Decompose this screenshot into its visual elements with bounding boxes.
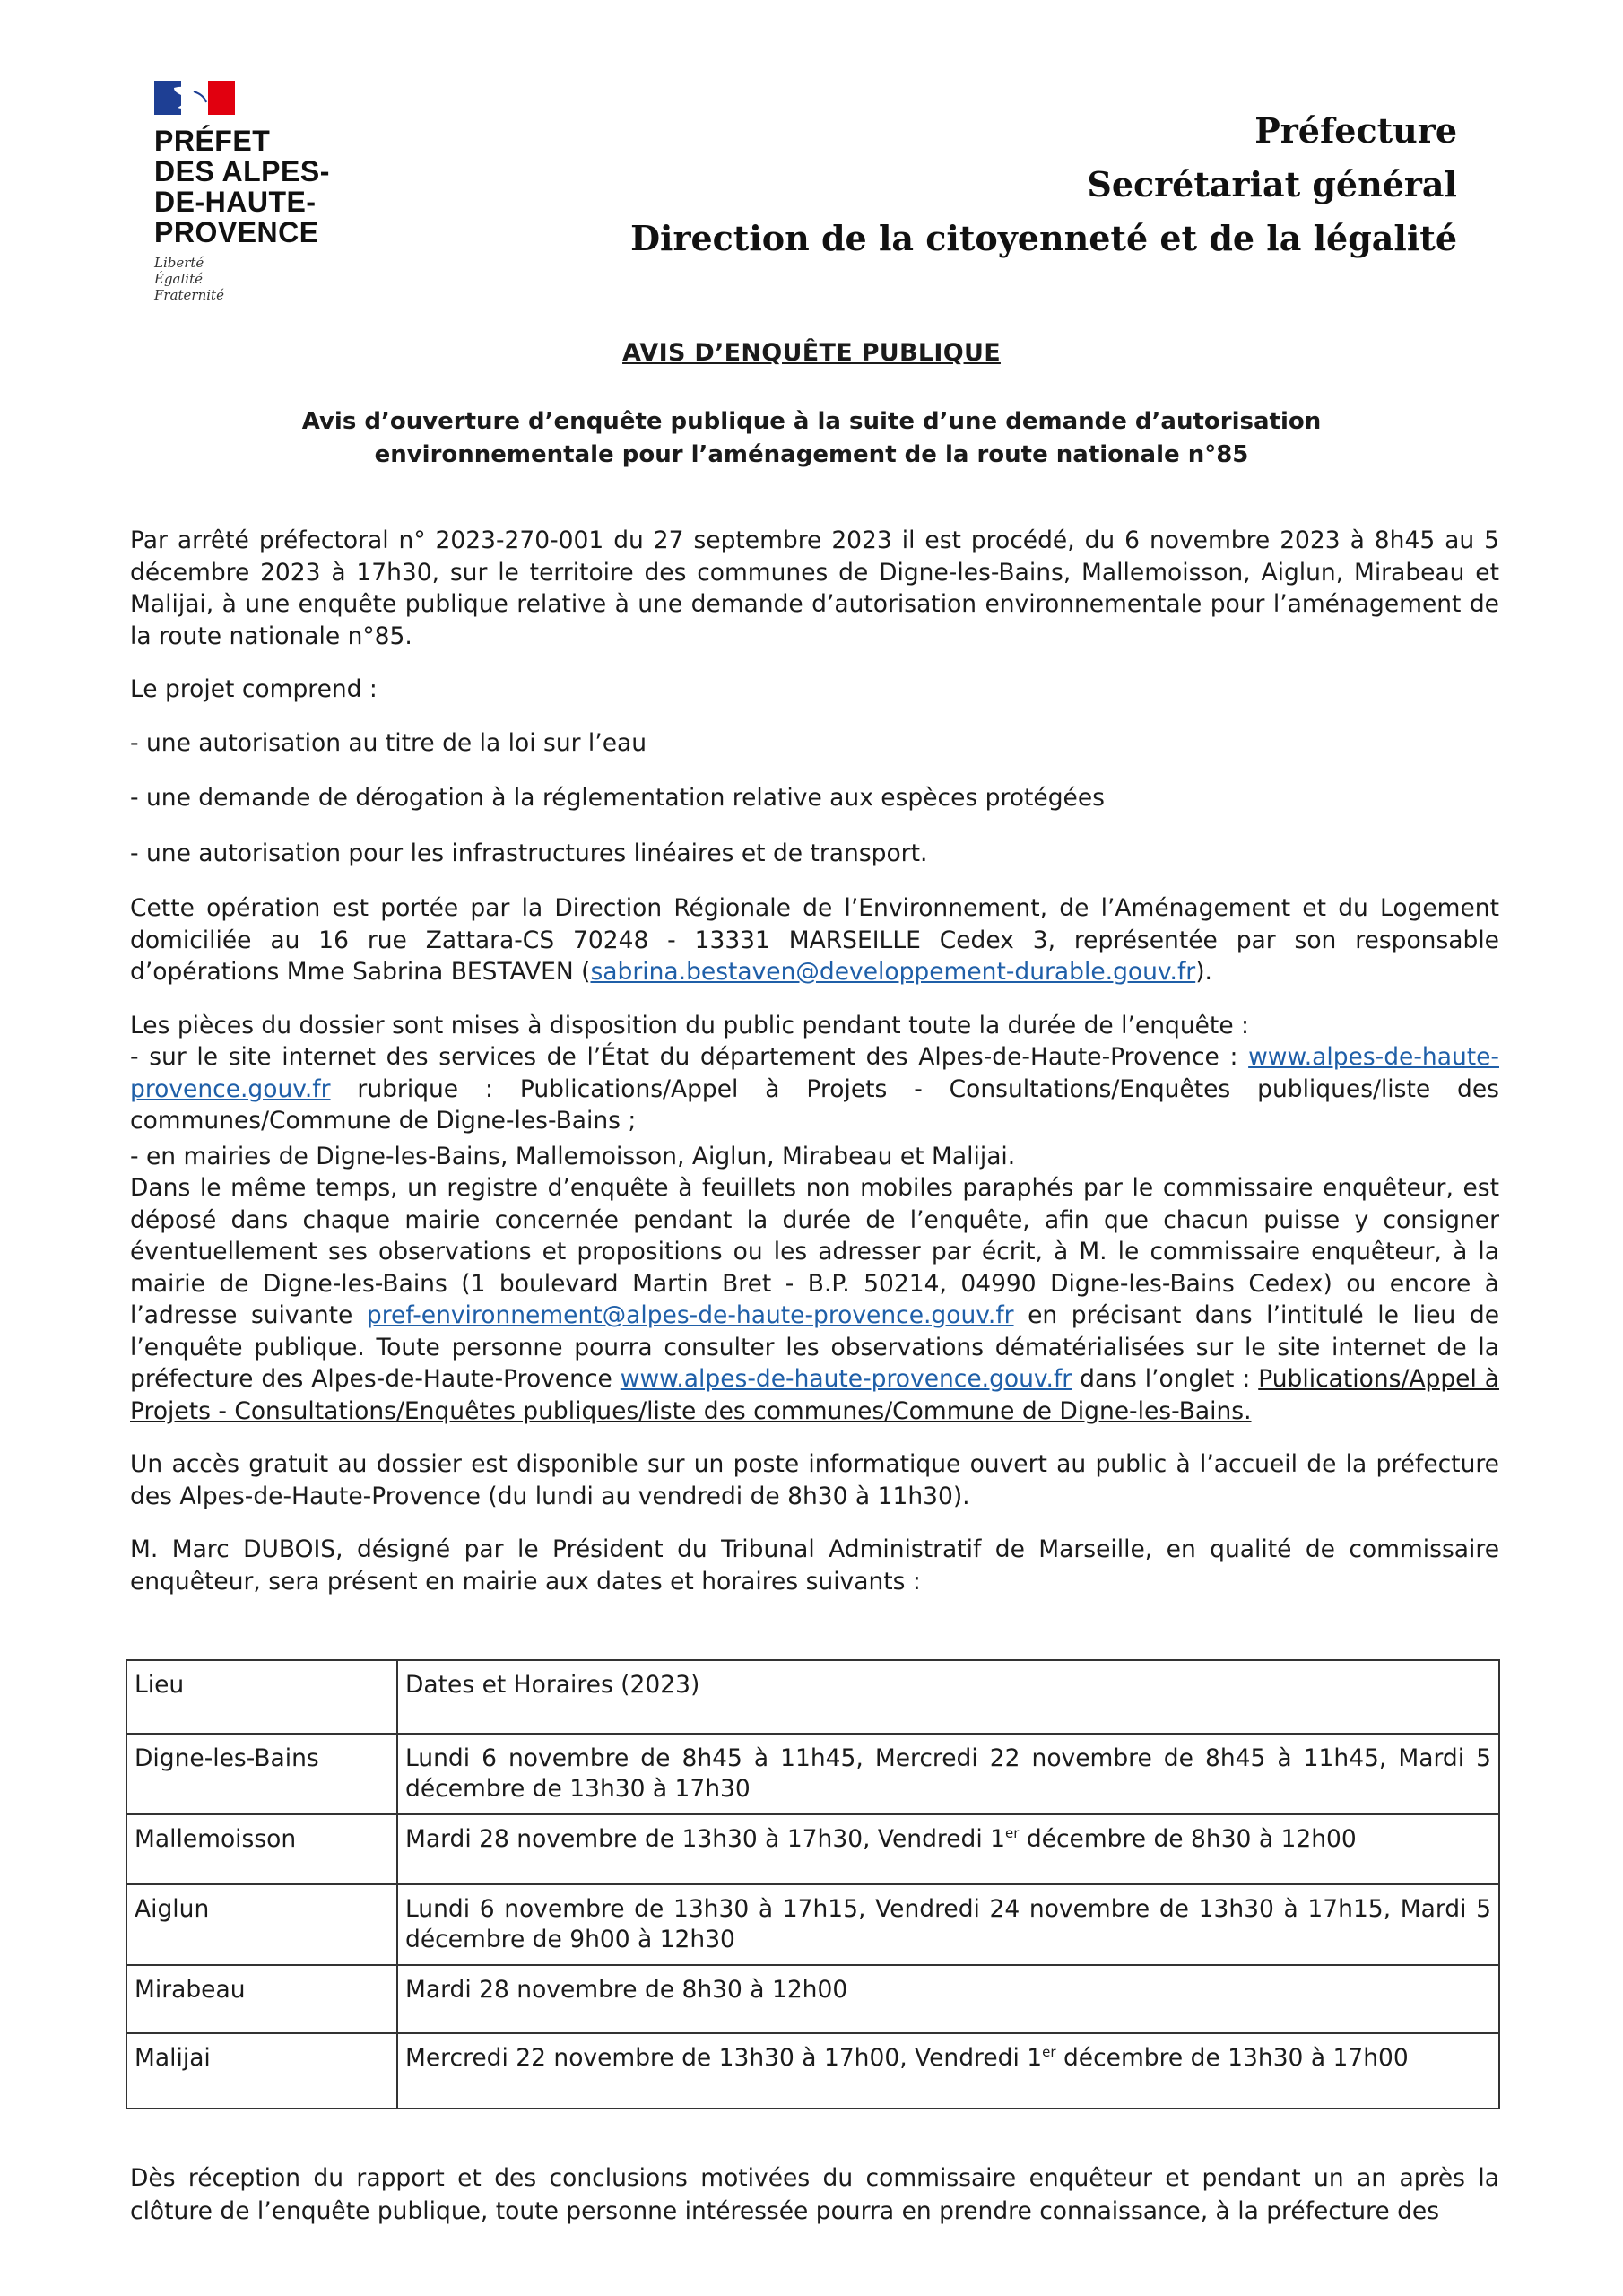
closing-paragraph: Dès réception du rapport et des conclusions motivées du commissaire enquêteur et pendant un an après la clôture de l’enquête publique, toute personne intéressée pourra en prendre connaissance, à la préfecture des — [130, 2164, 1499, 2225]
prefet-line: PROVENCE — [154, 216, 319, 248]
cell-lieu: Digne-les-Bains — [126, 1734, 397, 1814]
pieces-mairies: - en mairies de Digne-les-Bains, Mallemoisson, Aiglun, Mirabeau et Malijai. — [130, 1142, 1016, 1170]
dates-text: Mercredi 22 novembre de 13h30 à 17h00, Vendredi 1 — [405, 2044, 1043, 2072]
table-row — [126, 1965, 1499, 2033]
table-row — [126, 1734, 1499, 1814]
ordinal-sup: er — [1042, 2044, 1056, 2061]
acces-paragraph: Un accès gratuit au dossier est disponible sur un poste informatique ouvert au public à l’accueil de la préfecture des Alpes-de-Haute-Provence (du lundi au vendredi de 8h30 à 11h30). — [130, 1450, 1499, 1510]
document-subtitle: Avis d’ouverture d’enquête publique à la suite d’une demande d’autorisation environnementale pour l’aménagement de la route nationale n°85 — [301, 408, 1322, 468]
intro-paragraph: Par arrêté préfectoral n° 2023-270-001 du 27 septembre 2023 il est procédé, du 6 novembre 2023 à 8h45 au 5 décembre 2023 à 17h30, sur le territoire des communes de Digne-les-Bains, Mallemoisson, Aiglun, Mirabeau et Malijai, à une enquête publique relative à une demande d’autorisation environnementale pour l’aménagement de la route nationale n°85. — [130, 526, 1499, 650]
operation-end: ). — [1195, 958, 1212, 986]
pieces-site-rubrique: rubrique : Publications/Appel à Projets - Consultations/Enquêtes publiques/liste des communes/Commune de Digne-les-Bains ; — [130, 1074, 1499, 1135]
table-header-row — [126, 1660, 1499, 1734]
registre-text-3: dans l’onglet : — [1072, 1365, 1259, 1393]
projet-item: - une autorisation au titre de la loi sur l’eau — [130, 728, 647, 757]
cell-lieu: Mallemoisson — [126, 1814, 397, 1884]
projet-heading: Le projet comprend : — [130, 675, 378, 703]
dates-text: décembre de 8h30 à 12h00 — [1019, 1825, 1357, 1853]
cell-lieu: Mirabeau — [126, 1965, 397, 2033]
schedule-table — [126, 1659, 1500, 2109]
cell-dates — [397, 1814, 1499, 1884]
registre-site-link[interactable]: www.alpes-de-haute-provence.gouv.fr — [620, 1365, 1072, 1393]
operation-paragraph — [130, 892, 1499, 988]
table-row — [126, 2033, 1499, 2109]
document-title: AVIS D’ENQUÊTE PUBLIQUE — [622, 339, 1001, 367]
prefet-logo-block — [154, 81, 352, 303]
authority-line: Secrétariat général — [1087, 164, 1457, 204]
registre-paragraph — [130, 1172, 1499, 1427]
registre-text-2: en précisant dans l’intitulé le lieu de l’enquête publique. Toute personne pourra consulter les observations dématérialisées sur le site internet de la préfecture des Alpes-de-Haute-Provence — [130, 1301, 1499, 1393]
cell-dates: Mardi 28 novembre de 8h30 à 12h00 — [397, 1965, 1499, 2033]
marianne-logo-icon — [154, 81, 235, 115]
prefet-line: PRÉFET — [154, 125, 271, 157]
projet-item: - une autorisation pour les infrastructures linéaires et de transport. — [130, 839, 928, 867]
header-lieu: Lieu — [126, 1660, 397, 1734]
dates-text: Mardi 28 novembre de 13h30 à 17h30, Vendredi 1 — [405, 1825, 1005, 1853]
motto-line: Liberté — [154, 255, 204, 271]
registre-email-link[interactable]: pref-environnement@alpes-de-haute-provence.gouv.fr — [366, 1301, 1014, 1329]
pieces-site-link[interactable]: www.alpes-de-haute-provence.gouv.fr — [130, 1043, 1499, 1103]
dates-text: décembre de 13h30 à 17h00 — [1055, 2044, 1409, 2072]
ordinal-sup: er — [1004, 1825, 1020, 1842]
authority-line: Direction de la citoyenneté et de la légalité — [630, 218, 1457, 258]
cell-dates: Lundi 6 novembre de 8h45 à 11h45, Mercredi 22 novembre de 8h45 à 11h45, Mardi 5 décembre de 13h30 à 17h30 — [397, 1734, 1499, 1814]
cell-lieu: Malijai — [126, 2033, 397, 2109]
prefet-line: DES ALPES- — [154, 155, 330, 187]
table-row — [126, 1884, 1499, 1965]
pieces-site-text: - sur le site internet des services de l’État du département des Alpes-de-Haute-Provence : — [130, 1043, 1249, 1071]
authority-line: Préfecture — [1254, 110, 1457, 151]
registre-path: Publications/Appel à Projets - Consultations/Enquêtes publiques/liste des communes/Commune de Digne-les-Bains. — [130, 1365, 1499, 1425]
pieces-intro: Les pièces du dossier sont mises à disposition du public pendant toute la durée de l’enquête : — [130, 1011, 1249, 1039]
prefet-line: DE-HAUTE- — [154, 186, 317, 218]
cell-lieu: Aiglun — [126, 1884, 397, 1965]
issuing-authority — [630, 104, 1457, 265]
cell-dates: Lundi 6 novembre de 13h30 à 17h15, Vendredi 24 novembre de 13h30 à 17h15, Mardi 5 décembre de 9h00 à 12h30 — [397, 1884, 1499, 1965]
operation-text: Cette opération est portée par la Direction Régionale de l’Environnement, de l’Aménagement et du Logement domiciliée au 16 rue Zattara-CS 70248 - 13331 MARSEILLE Cedex 3, représentée par son responsable d’opérations Mme Sabrina BESTAVEN ( — [130, 894, 1499, 986]
cell-dates — [397, 2033, 1499, 2109]
table-row — [126, 1814, 1499, 1884]
registre-text: Dans le même temps, un registre d’enquête à feuillets non mobiles paraphés par le commissaire enquêteur, est déposé dans chaque mairie concernée pendant la durée de l’enquête, afin que chacun puisse y consigner éventuellement ses observations et propositions ou les adresser par écrit, à M. le commissaire enquêteur, à la mairie de Digne-les-Bains (1 boulevard Martin Bret - B.P. 50214, 04990 Digne-les-Bains Cedex) ou encore à l’adresse suivante — [130, 1174, 1499, 1329]
operation-email-link[interactable]: sabrina.bestaven@developpement-durable.gouv.fr — [590, 958, 1196, 986]
commissaire-paragraph: M. Marc DUBOIS, désigné par le Président du Tribunal Administratif de Marseille, en qualité de commissaire enquêteur, sera présent en mairie aux dates et horaires suivants : — [130, 1535, 1499, 1596]
pieces-site — [130, 1041, 1499, 1137]
header-dates: Dates et Horaires (2023) — [397, 1660, 1499, 1734]
prefet-name — [154, 126, 352, 248]
motto-line: Fraternité — [154, 287, 224, 303]
projet-item: - une demande de dérogation à la réglementation relative aux espèces protégées — [130, 784, 1105, 812]
republic-motto — [154, 255, 352, 303]
document-body — [130, 525, 1499, 1619]
motto-line: Égalité — [154, 271, 203, 287]
